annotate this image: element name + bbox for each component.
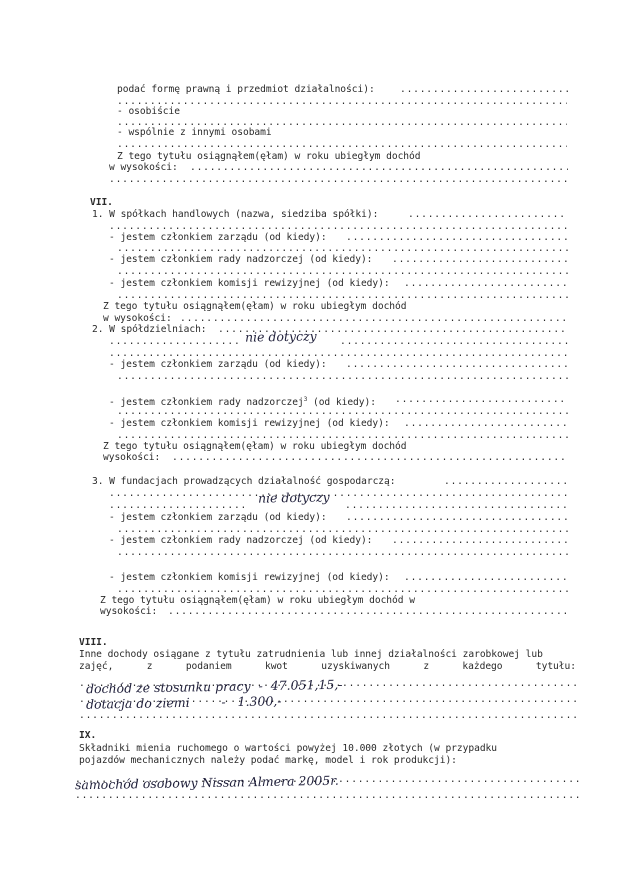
vii-item2-income-label-2: wysokości: [103, 452, 161, 463]
vii-item1-komisja-label: - jestem członkiem komisji rewizyjnej (od kiedy): [109, 278, 390, 289]
vii-item1-komisja-dots-2[interactable] [117, 290, 568, 301]
vii-item2-dots-2b[interactable] [340, 336, 568, 347]
vii-item2-rada-label: - jestem członkiem rady nadzorczej$^3$ (od kiedy): [109, 396, 376, 408]
vii-item2-dots-3[interactable] [109, 348, 568, 359]
vii-item3-income-label: Z tego tytułu osiągnąłem(ęłam) w roku ubiegłym dochód w [100, 595, 415, 606]
vii-item3-rada-dots[interactable] [392, 535, 568, 546]
vii-item1-zarzad-dots-2[interactable] [117, 243, 568, 254]
vi-osobiscie-label: - osobiście [117, 106, 180, 117]
vii-item3-dots[interactable] [444, 476, 568, 487]
viii-dots-3[interactable] [79, 710, 579, 721]
viii-handwritten-2: dotacja do ziemi - 1.300,- [85, 693, 282, 712]
vii-item3-rada-label: - jestem członkiem rady nadzorczej (od kiedy): [109, 535, 373, 546]
vii-item1-rada-dots[interactable] [392, 254, 568, 265]
vi-form-dots[interactable] [400, 84, 568, 95]
vi-income-label-2: w wysokości: [109, 162, 178, 173]
vii-item3-dots-2[interactable] [109, 488, 568, 499]
ix-handwritten-1: samochód osobowy Nissan Almera 2005r. [74, 772, 339, 793]
vi-wspolnie-dots[interactable] [117, 139, 567, 150]
vi-income-label: Z tego tytułu osiągnąłem(ęłam) w roku ubiegłym dochód [117, 151, 421, 162]
vii-item1-komisja-dots[interactable] [404, 278, 568, 289]
vi-income-dots-2[interactable] [109, 174, 568, 185]
vii-item3-komisja-dots[interactable] [404, 572, 568, 583]
vii-item3-rada-dots-2[interactable] [117, 547, 568, 558]
vii-item2-zarzad-label: - jestem członkiem zarządu (od kiedy): [109, 359, 327, 370]
vii-item2-rada-dots[interactable] [395, 394, 568, 405]
vii-item2-zarzad-dots[interactable] [346, 359, 568, 370]
section-viii-heading: VIII. [79, 637, 108, 648]
vii-item3-komisja-dots-2[interactable] [117, 584, 568, 595]
section-ix-heading: IX. [79, 730, 97, 741]
vii-item3-label: 3. W fundacjach prowadzących działalność gospodarczą: [92, 476, 396, 487]
viii-line2: zajęć, z podaniem kwot uzyskiwanych z każdego tytułu: [79, 661, 576, 672]
viii-handwritten-1: dochód ze stosunku pracy - 47.051,15,- [85, 676, 343, 697]
vii-item2-komisja-dots-2[interactable] [117, 430, 568, 441]
vi-form-label: podać formę prawną i przedmiot działalności): [117, 84, 375, 95]
vii-item2-zarzad-dots-2[interactable] [117, 371, 568, 382]
vii-item1-rada-label: - jestem członkiem rady nadzorczej (od kiedy): [109, 254, 373, 265]
ix-line1: Składniki mienia ruchomego o wartości powyżej 10.000 złotych (w przypadku [79, 743, 497, 754]
vii-item3-zarzad-dots-2[interactable] [117, 524, 568, 535]
ix-dots-2[interactable] [75, 790, 579, 801]
vii-item3-dots-3b[interactable] [345, 500, 568, 511]
vii-item2-income-dots[interactable] [172, 452, 568, 463]
vii-item1-zarzad-dots[interactable] [346, 232, 568, 243]
vi-form-dots-2[interactable] [117, 96, 567, 107]
vii-item2-komisja-dots[interactable] [404, 418, 568, 429]
vii-item2-dots-2a[interactable] [109, 336, 239, 347]
vii-item3-handwritten: nie dotyczy [257, 489, 330, 506]
vii-item1-label: 1. W spółkach handlowych (nazwa, siedziba spółki): [92, 209, 379, 220]
ix-line2: pojazdów mechanicznych należy podać markę, model i rok produkcji): [79, 755, 457, 766]
vi-wspolnie-label: - wspólnie z innymi osobami [117, 127, 272, 138]
vii-item3-income-label-2: wysokości: [100, 606, 158, 617]
vii-item1-dots[interactable] [408, 209, 568, 220]
vii-item2-income-label: Z tego tytułu osiągnąłem(ęłam) w roku ubiegłym dochód [103, 441, 407, 452]
vi-income-dots[interactable] [190, 162, 568, 173]
vii-item2-rada-dots-2[interactable] [117, 406, 568, 417]
vii-item3-komisja-label: - jestem członkiem komisji rewizyjnej (od kiedy): [109, 572, 390, 583]
vii-item3-dots-3a[interactable] [109, 500, 249, 511]
vii-item3-zarzad-label: - jestem członkiem zarządu (od kiedy): [109, 512, 327, 523]
vii-item2-label: 2. W spółdzielniach: [92, 324, 207, 335]
vii-item2-komisja-label: - jestem członkiem komisji rewizyjnej (od kiedy): [109, 418, 390, 429]
vii-item3-income-dots[interactable] [168, 606, 568, 617]
vii-item1-zarzad-label: - jestem członkiem zarządu (od kiedy): [109, 232, 327, 243]
section-vii-heading: VII. [90, 197, 113, 208]
vii-item1-income-label-2: w wysokości: [103, 313, 172, 324]
vii-item2-handwritten: nie dotyczy [244, 328, 317, 345]
vii-item1-dots-2[interactable] [109, 221, 568, 232]
vii-item1-rada-dots-2[interactable] [117, 266, 568, 277]
vii-item3-zarzad-dots[interactable] [346, 512, 568, 523]
vii-item1-income-dots[interactable] [180, 313, 568, 324]
vii-item1-income-label: Z tego tytułu osiągnąłem(ęłam) w roku ubiegłym dochód [103, 301, 407, 312]
viii-line1: Inne dochody osiągane z tytułu zatrudnienia lub innej działalności zarobkowej lub [79, 649, 543, 660]
